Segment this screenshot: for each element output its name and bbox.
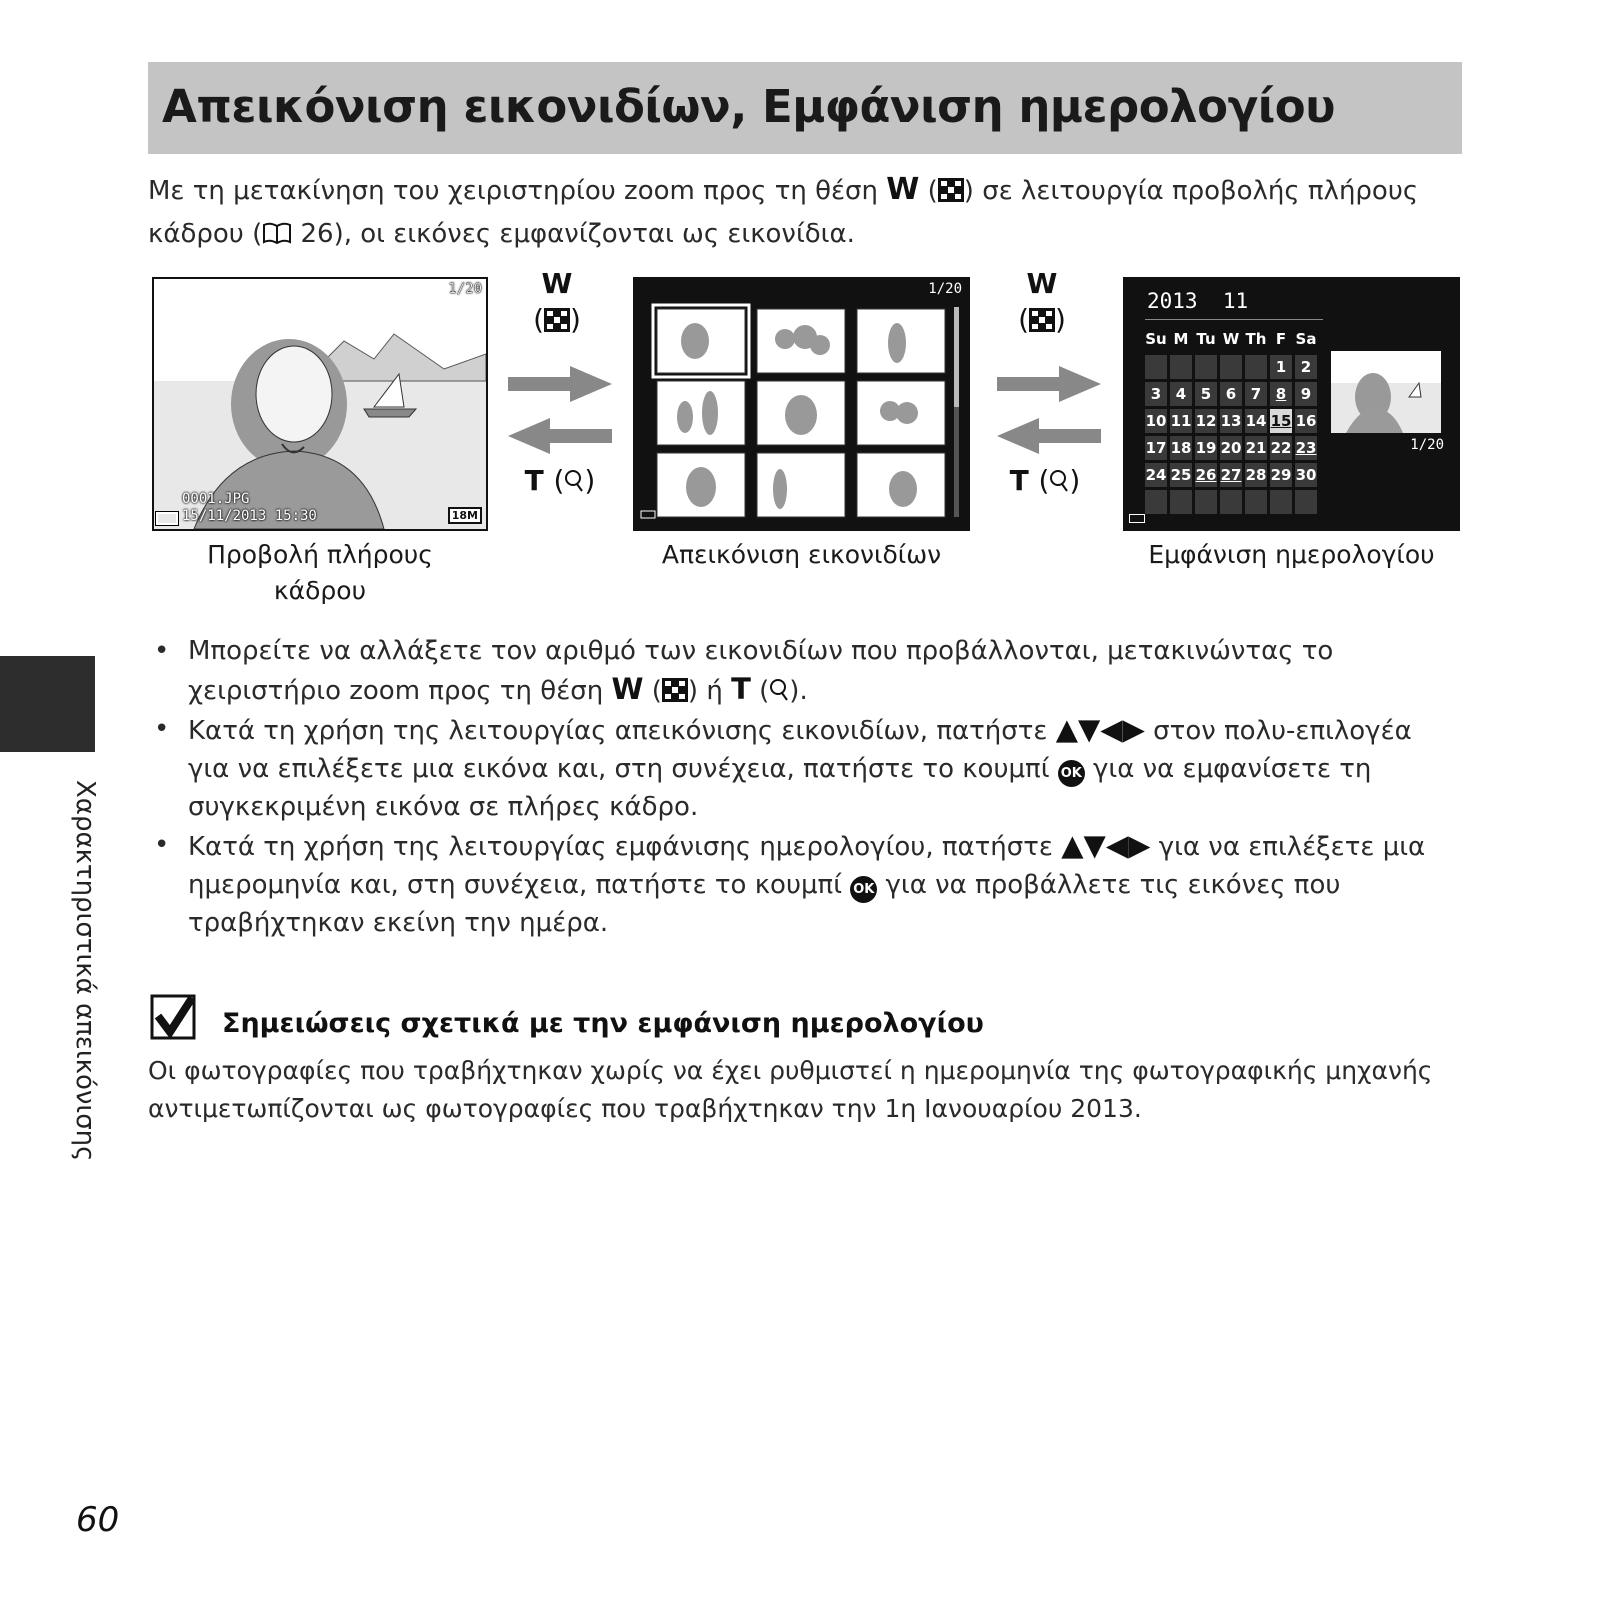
calendar-day[interactable]: 14 — [1245, 409, 1267, 433]
calendar-day[interactable]: 3 — [1145, 382, 1167, 406]
calendar-day — [1220, 355, 1242, 379]
thumbnail-screen — [633, 277, 970, 531]
book-icon — [262, 221, 292, 245]
calendar-day[interactable]: 9 — [1295, 382, 1317, 406]
calendar-preview-photo — [1331, 351, 1441, 433]
calendar-day[interactable]: 28 — [1245, 463, 1267, 487]
note-title: Σημειώσεις σχετικά με την εμφάνιση ημερολογίου — [222, 1008, 984, 1039]
note-body: Οι φωτογραφίες που τραβήχτηκαν χωρίς να έχει ρυθμιστεί η ημερομηνία της φωτογραφικής μηχανής αντιμετωπίζονται ως φωτογραφίες που τραβήχτηκαν την 1η Ιανουαρίου 2013. — [148, 1056, 1433, 1123]
calendar-day[interactable]: 10 — [1145, 409, 1167, 433]
calendar-day[interactable]: 2 — [1295, 355, 1317, 379]
calendar-day[interactable]: 16 — [1295, 409, 1317, 433]
bullet-text: για να επιλέξετε μια ημερομηνία και, στη συνέχεια, πατήστε το κουμπί — [188, 832, 1426, 900]
calendar-day[interactable]: 29 — [1270, 463, 1292, 487]
calendar-weekday-row — [1145, 327, 1317, 351]
battery-icon — [156, 512, 178, 525]
page-number: 60 — [76, 1500, 120, 1540]
section-label: Χαρακτηριστικά απεικόνισης — [70, 780, 100, 1162]
ok-button-icon: OK — [850, 876, 877, 903]
calendar-weekday: Tu — [1196, 330, 1216, 348]
calendar-day — [1170, 355, 1192, 379]
bullet-item: • Κατά τη χρήση της λειτουργίας εμφάνισης ημερολογίου, πατήστε ▲▼◀▶ για να επιλέξετε μια ημερομηνία και, στη συνέχεια, πατήστε το κουμπί OK για να προβάλλετε τις εικόνες που τραβήχτηκαν εκείνη την ημέρα. — [154, 828, 1426, 938]
thumbnail-counter: 1/20 — [928, 281, 962, 297]
thumbnail-grid-icon: ( ) — [533, 303, 581, 336]
multi-selector-arrows-icon: ▲▼◀▶ — [1061, 828, 1151, 862]
calendar-weekday: M — [1173, 330, 1189, 348]
zoom-w-label-2 — [1012, 266, 1072, 338]
battery-icon — [1129, 514, 1145, 523]
arrow-right-icon — [997, 366, 1101, 402]
date-time: 15/11/2013 15:30 — [182, 508, 317, 524]
arrow-left-icon — [508, 418, 612, 454]
calendar-day[interactable]: 4 — [1170, 382, 1192, 406]
calendar-day[interactable]: 27 — [1220, 463, 1242, 487]
calendar-day — [1195, 490, 1217, 514]
calendar-day[interactable]: 19 — [1195, 436, 1217, 460]
calendar-day[interactable]: 17 — [1145, 436, 1167, 460]
arrow-left-icon — [997, 418, 1101, 454]
calendar-day[interactable]: 5 — [1195, 382, 1217, 406]
multi-selector-arrows-icon: ▲▼◀▶ — [1055, 712, 1145, 746]
calendar-day[interactable]: 25 — [1170, 463, 1192, 487]
caption-full-frame-line1: Προβολή πλήρους — [207, 540, 433, 569]
full-frame-screen — [152, 277, 488, 531]
thumbnail-grid-icon — [938, 178, 964, 202]
section-tab — [0, 656, 95, 752]
intro-text-1: Με τη μετακίνηση του χειριστηρίου zoom προς τη θέση — [148, 176, 887, 206]
arrow-right-icon — [508, 366, 612, 402]
calendar-day[interactable]: 20 — [1220, 436, 1242, 460]
zoom-t-label-2 — [1005, 463, 1085, 499]
magnifier-icon: ( ) — [553, 464, 596, 497]
caption-full-frame-line2: κάδρου — [273, 576, 367, 605]
calendar-day — [1145, 490, 1167, 514]
bullet-item: • Κατά τη χρήση της λειτουργίας απεικόνισης εικονιδίων, πατήστε ▲▼◀▶ στον πολυ-επιλογέα για να επιλέξετε μια εικόνα και, στη συνέχεια, πατήστε το κουμπί OK για να εμφανίσετε τη συγκεκριμένη εικόνα σε πλήρες κάδρο. — [154, 712, 1412, 822]
magnifier-icon — [769, 678, 789, 702]
ok-button-icon: OK — [1058, 760, 1085, 787]
zoom-w-text: W — [541, 267, 573, 300]
calendar-divider — [1145, 319, 1323, 320]
calendar-day[interactable]: 8 — [1270, 382, 1292, 406]
title-bar — [148, 62, 1462, 154]
calendar-day[interactable]: 6 — [1220, 382, 1242, 406]
calendar-day[interactable]: 22 — [1270, 436, 1292, 460]
zoom-t-label-1 — [520, 463, 600, 499]
bullet-text: για να προβάλλετε τις εικόνες που τραβήχτηκαν εκείνη την ημέρα. — [188, 870, 1341, 938]
zoom-t-text: T — [1009, 464, 1029, 497]
calendar-day[interactable]: 18 — [1170, 436, 1192, 460]
thumbnail-grid — [635, 279, 968, 529]
file-name: 0001.JPG — [182, 491, 250, 507]
calendar-day[interactable]: 21 — [1245, 436, 1267, 460]
check-icon — [150, 994, 196, 1040]
bullet-list — [148, 632, 1448, 942]
calendar-day — [1195, 355, 1217, 379]
calendar-counter: 1/20 — [1410, 437, 1444, 453]
zoom-w-label: W — [886, 172, 920, 207]
bullet-text: Μπορείτε να αλλάξετε τον αριθμό των εικονιδίων που προβάλλονται, μετακινώντας το χειριστήριο zoom προς τη θέση — [188, 636, 1334, 706]
calendar-day-grid — [1145, 355, 1317, 514]
zoom-w-text: W — [1026, 267, 1058, 300]
calendar-day[interactable]: 12 — [1195, 409, 1217, 433]
zoom-t-text: T — [524, 464, 544, 497]
calendar-weekday: Su — [1145, 330, 1167, 348]
calendar-day[interactable]: 30 — [1295, 463, 1317, 487]
calendar-day — [1145, 355, 1167, 379]
magnifier-icon: ( ) — [1038, 464, 1081, 497]
calendar-year-month: 2013 11 — [1147, 289, 1249, 313]
zoom-w-label-1 — [527, 266, 587, 338]
calendar-day — [1295, 490, 1317, 514]
calendar-day — [1270, 490, 1292, 514]
calendar-day[interactable]: 26 — [1195, 463, 1217, 487]
calendar-day[interactable]: 7 — [1245, 382, 1267, 406]
bullet-text: Κατά τη χρήση της λειτουργίας απεικόνισης εικονιδίων, πατήστε — [188, 716, 1056, 746]
calendar-day[interactable]: 15 — [1270, 409, 1292, 433]
calendar-weekday: W — [1222, 330, 1240, 348]
calendar-day — [1245, 490, 1267, 514]
intro-text-2: σε λειτουργία προβολής πλήρους κάδρου ( — [148, 176, 1419, 249]
calendar-day — [1220, 490, 1242, 514]
bullet-text: ή — [698, 676, 732, 706]
page-title: Απεικόνιση εικονιδίων, Εμφάνιση ημερολογίου — [162, 80, 1336, 133]
bullet-item: • Μπορείτε να αλλάξετε τον αριθμό των εικονιδίων που προβάλλονται, μετακινώντας το χειριστήριο zoom προς τη θέση W ( ) ή T ( ). — [154, 636, 1334, 706]
calendar-day[interactable]: 24 — [1145, 463, 1167, 487]
bullet-text: . — [799, 676, 808, 706]
calendar-day[interactable]: 11 — [1170, 409, 1192, 433]
zoom-w-label: W — [611, 672, 644, 706]
calendar-day — [1170, 490, 1192, 514]
caption-calendar: Εμφάνιση ημερολογίου — [1148, 540, 1435, 569]
bullet-text: στον πολυ-επιλογέα για να επιλέξετε μια εικόνα και, στη συνέχεια, πατήστε το κουμπί — [188, 716, 1412, 784]
intro-paragraph: Με τη μετακίνηση του χειριστηρίου zoom προς τη θέση W ( ) σε λειτουργία προβολής πλήρους κάδρου ( 26), οι εικόνες εμφανίζονται ως εικονίδια. — [148, 172, 1419, 249]
calendar-day[interactable]: 23 — [1295, 436, 1317, 460]
calendar-weekday: Th — [1245, 330, 1267, 348]
bullet-text: για να εμφανίσετε τη συγκεκριμένη εικόνα σε πλήρες κάδρο. — [188, 754, 1372, 822]
thumbnail-grid-icon: ( ) — [1018, 303, 1066, 336]
caption-thumbnail: Απεικόνιση εικονιδίων — [661, 540, 942, 569]
calendar-day[interactable]: 1 — [1270, 355, 1292, 379]
intro-text-3: 26), οι εικόνες εμφανίζονται ως εικονίδια. — [292, 219, 855, 249]
bullet-text: Κατά τη χρήση της λειτουργίας εμφάνισης ημερολογίου, πατήστε — [188, 832, 1062, 862]
caption-full-frame — [152, 537, 488, 609]
zoom-t-label: T — [731, 672, 751, 706]
calendar-day[interactable]: 13 — [1220, 409, 1242, 433]
calendar-day — [1245, 355, 1267, 379]
calendar-weekday: Sa — [1295, 330, 1317, 348]
image-size-badge: 18M — [448, 507, 482, 524]
calendar-screen — [1123, 277, 1460, 531]
full-frame-counter: 1/20 — [448, 281, 482, 297]
thumbnail-grid-icon — [662, 678, 688, 702]
calendar-weekday: F — [1275, 330, 1287, 348]
